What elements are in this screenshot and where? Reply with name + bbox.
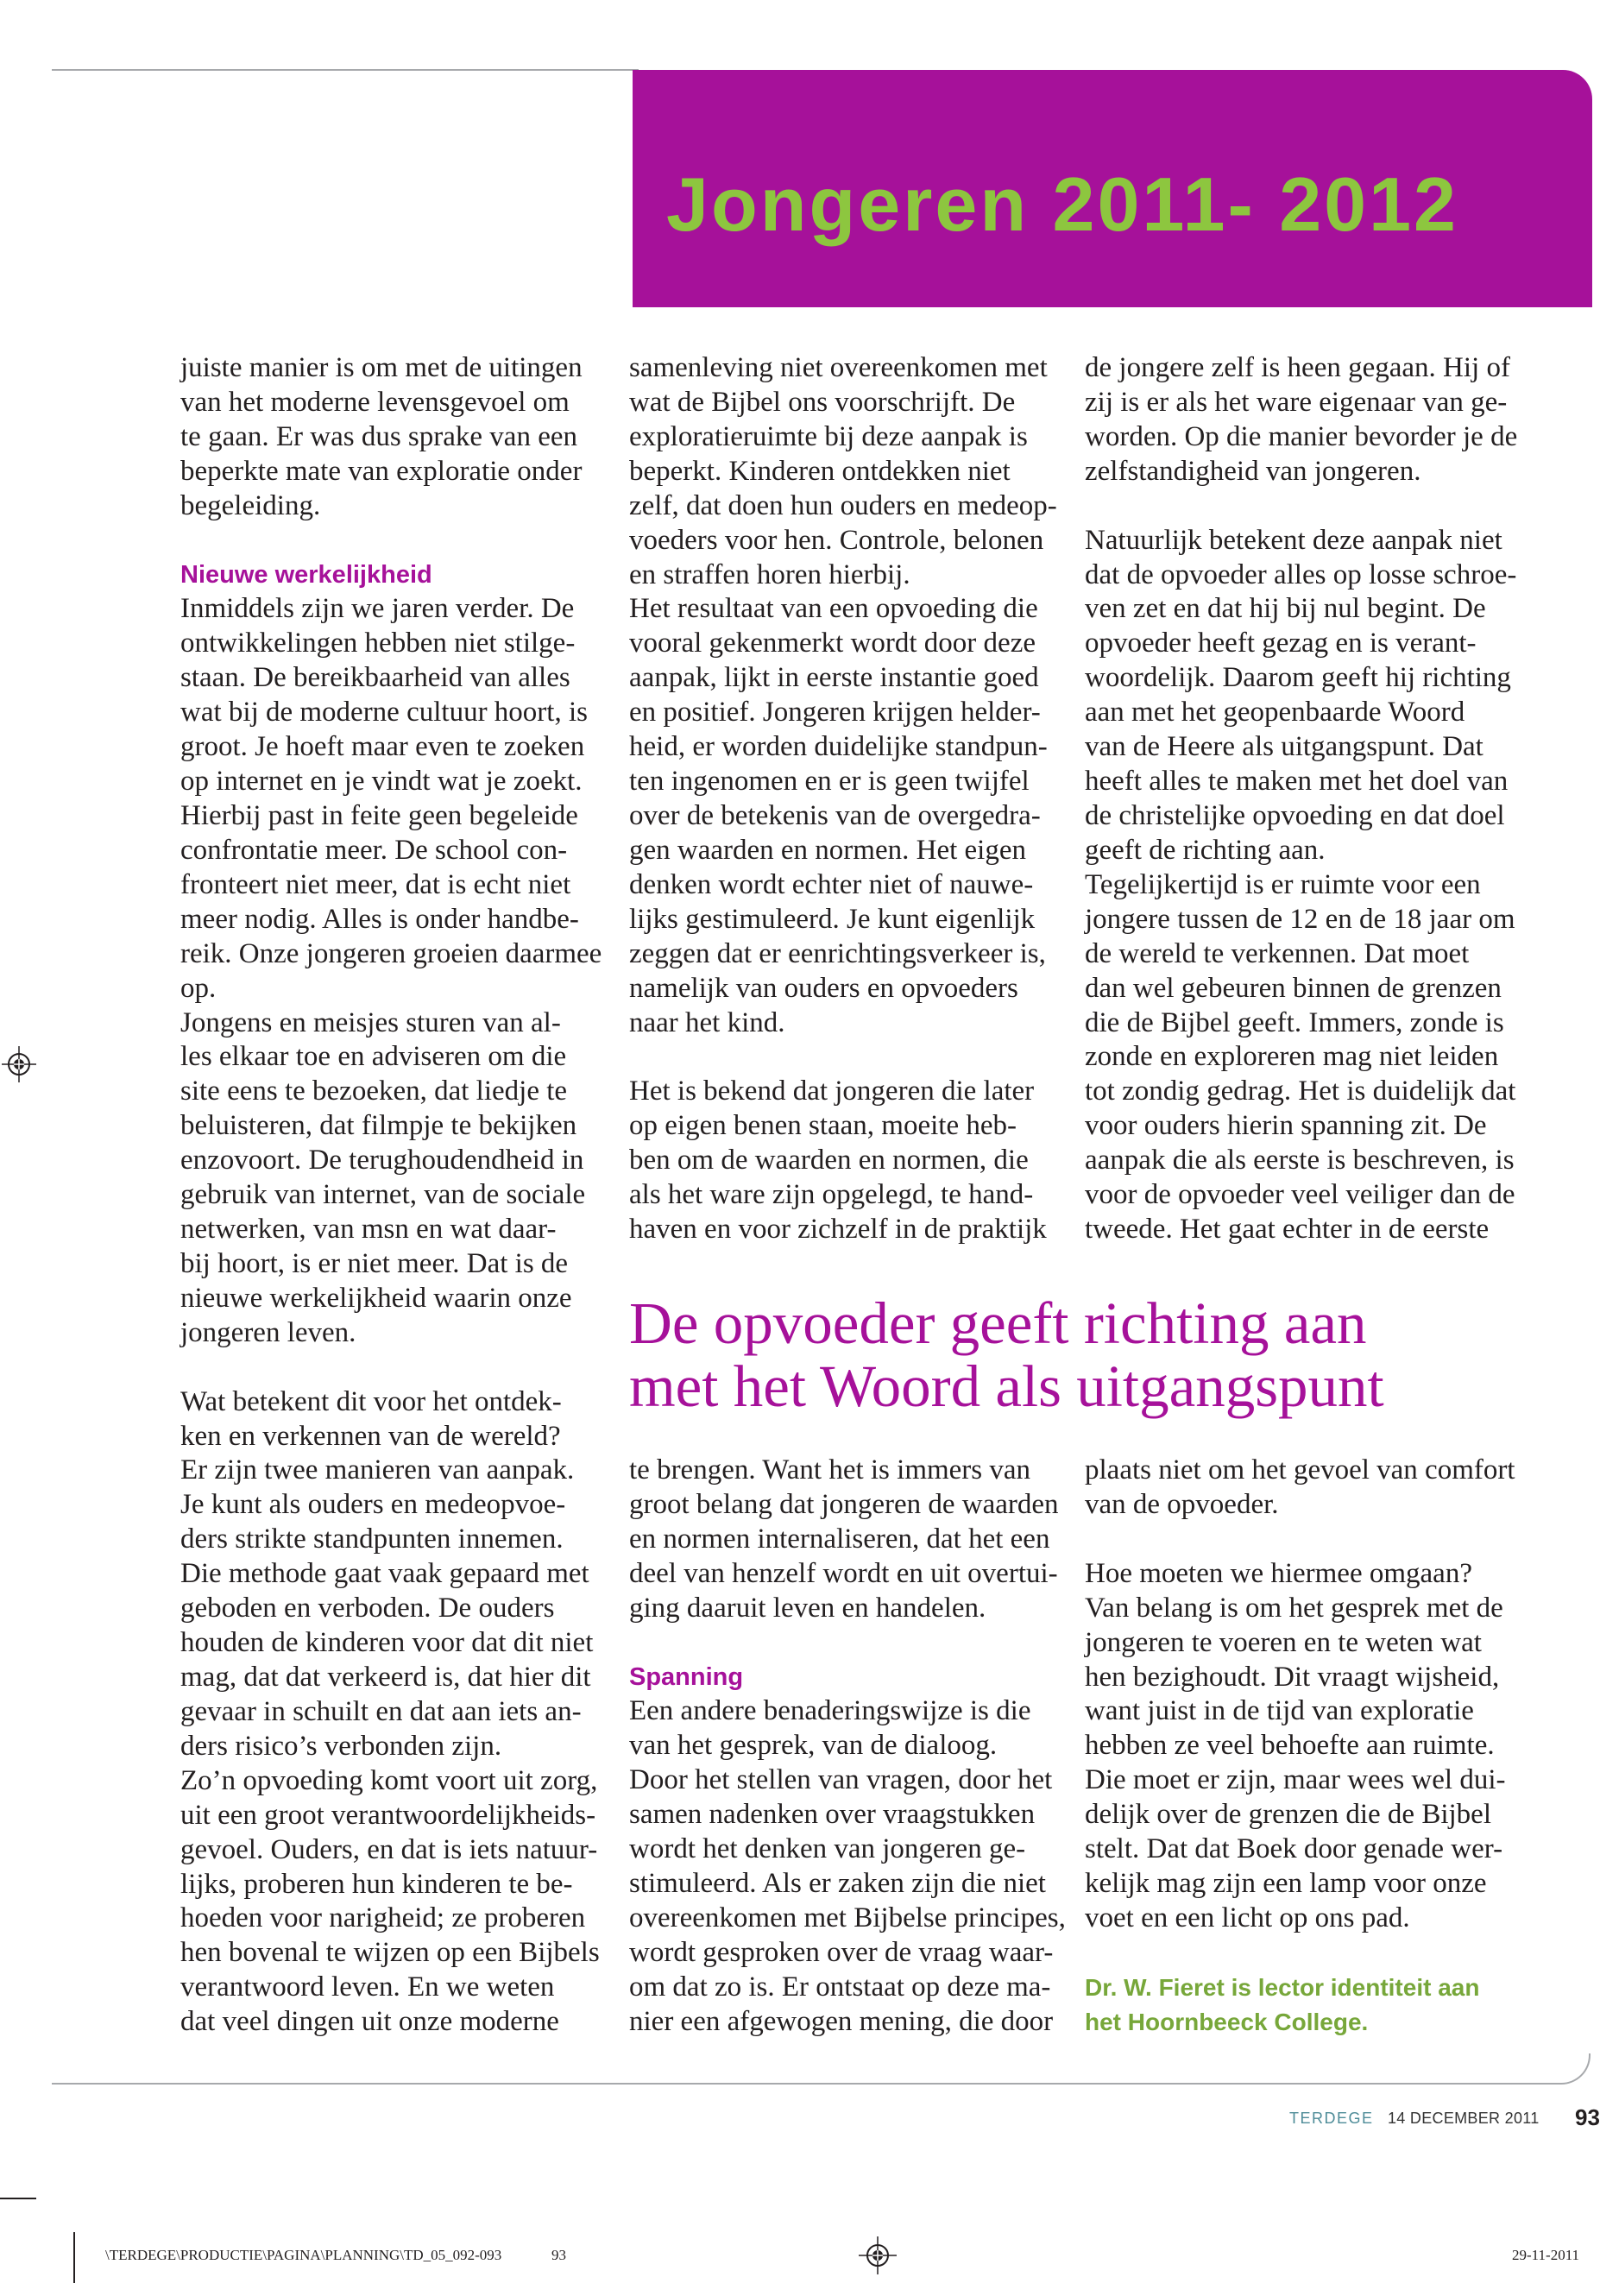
paragraph: te brengen. Want het is immers van groot belang dat jongeren de waarden en normen internaliseren, dat het een deel van henzelf wordt en uit overtui- ging daaruit leven en handelen. bbox=[629, 1454, 1059, 1624]
column-1 bbox=[180, 351, 603, 2040]
registration-mark-icon bbox=[0, 1044, 38, 1085]
paragraph: Een andere benaderingswijze is die van het gesprek, van de dialoog. Door het stellen van vragen, door het samen nadenken over vraagstukken wordt het denken van jongeren ge- stimuleerd. Als er zaken zijn die niet overeenkomen met Bijbelse principes, wordt gesproken over de vraag waar- om dat zo is. Er ontstaat op deze ma- nier een afgewogen mening, die door bbox=[629, 1695, 1066, 2037]
bottom-rule bbox=[52, 2053, 1591, 2085]
footer-issue-date: 14 DECEMBER 2011 bbox=[1388, 2110, 1540, 2127]
paragraph-gap bbox=[1085, 1523, 1508, 1557]
paragraph: Het is bekend dat jongeren die later op eigen benen staan, moeite heb- ben om de waarden en normen, die als het ware zijn opgelegd, te hand- haven en voor zichzelf in de praktijk bbox=[629, 1075, 1047, 1246]
paragraph: Hoe moeten we hiermee omgaan? Van belang is om het gesprek met de jongeren te voeren en te weten wat hen bezighoudt. Dit vraagt wijsheid, want juist in de tijd van exploratie hebben ze veel behoefte aan ruimte. Die moet er zijn, maar wees wel dui- delijk over de grenzen die de Bijbel stelt. Dat dat Boek door genade wer- kelijk mag zijn een lamp voor onze voet en een licht op ons pad. bbox=[1085, 1557, 1506, 1933]
footer-magazine-name: TERDEGE bbox=[1289, 2110, 1374, 2127]
paragraph: Jongens en meisjes sturen van al- les elkaar toe en adviseren om die site eens te bezoeken, dat liedje te beluisteren, dat filmpje te bekijken enzovoort. De terughoudendheid in gebruik van internet, van de sociale netwerken, van msn en wat daar- bij hoort, is er niet meer. Dat is de nieuwe werkelijkheid waarin onze jongeren leven. bbox=[180, 1006, 586, 1348]
slug-file-path: \TERDEGE\PRODUCTIE\PAGINA\PLANNING\TD_05_092-093 bbox=[105, 2247, 502, 2263]
paragraph: juiste manier is om met de uitingen van het moderne levensgevoel om te gaan. Er was dus sprake van een beperkte mate van exploratie onder begeleiding. bbox=[180, 352, 583, 521]
paragraph-gap bbox=[180, 524, 603, 558]
top-rule bbox=[52, 69, 639, 71]
page-title: Jongeren 2011- 2012 bbox=[666, 161, 1458, 247]
paragraph: plaats niet om het gevoel van comfort van de opvoeder. bbox=[1085, 1454, 1515, 1520]
slug-page-number: 93 bbox=[551, 2247, 566, 2263]
column-3-top bbox=[1085, 351, 1518, 1247]
paragraph-gap bbox=[180, 1351, 603, 1385]
paragraph-gap bbox=[629, 1626, 1052, 1661]
paragraph: Wat betekent dit voor het ontdek- ken en verkennen van de wereld? Er zijn twee manieren van aanpak. Je kunt als ouders en medeopvoe- ders strikte standpunten innemen. Die methode gaat vaak gepaard met geboden en verboden. De ouders houden de kinderen voor dat dit niet mag, dat dat verkeerd is, dat hier dit gevaar in schuilt en dat aan iets an- ders risico’s verbonden zijn. bbox=[180, 1385, 594, 1762]
column-2-bottom bbox=[629, 1454, 1066, 2040]
crop-mark bbox=[0, 2198, 36, 2199]
registration-mark-icon bbox=[857, 2235, 898, 2276]
section-heading: Nieuwe werkelijkheid bbox=[180, 560, 432, 589]
paragraph-gap bbox=[1085, 489, 1508, 524]
crop-mark bbox=[73, 2232, 75, 2283]
author-credit: Dr. W. Fieret is lector identiteit aan het Hoornbeeck College. bbox=[1085, 1973, 1480, 2035]
paragraph: Inmiddels zijn we jaren verder. De ontwikkelingen hebben niet stilge- staan. De bereikbaarheid van alles wat bij de moderne cultuur hoort, is groot. Je hoeft maar even te zoeken op internet en je vindt wat je zoekt. Hierbij past in feite geen begeleide confrontatie meer. De school con- fronteert niet meer, dat is echt niet meer nodig. Alles is onder handbe- reik. Onze jongeren groeien daarmee op. bbox=[180, 593, 602, 1004]
paragraph: de jongere zelf is heen gegaan. Hij of zij is er als het ware eigenaar van ge- worden. Op die manier bevorder je de zelfstandigheid van jongeren. bbox=[1085, 352, 1518, 487]
column-3-bottom bbox=[1085, 1454, 1515, 2040]
footer-page-number-clip bbox=[1572, 2103, 1600, 2132]
paragraph-gap bbox=[1085, 1936, 1508, 1971]
paragraph: Zo’n opvoeding komt voort uit zorg, uit een groot verantwoordelijkheids- gevoel. Ouders, en dat is iets natuur- lijks, proberen hun kinderen te be- hoeden voor narigheid; ze proberen hen bovenal te wijzen op een Bijbels verantwoord leven. En we weten dat veel dingen uit onze moderne bbox=[180, 1764, 600, 2038]
paragraph-gap bbox=[629, 1040, 1052, 1075]
column-2-top bbox=[629, 351, 1057, 1247]
paragraph: samenleving niet overeenkomen met wat de Bijbel ons voorschrijft. De exploratieruimte bij deze aanpak is beperkt. Kinderen ontdekken niet zelf, dat doen hun ouders en medeop- voeders voor hen. Controle, belonen en straffen horen hierbij. bbox=[629, 352, 1057, 590]
slug-date: 29-11-2011 bbox=[1512, 2247, 1580, 2263]
pull-quote: De opvoeder geeft richting aan met het Woord als uitgangspunt bbox=[629, 1290, 1384, 1419]
paragraph: Natuurlijk betekent deze aanpak niet dat de opvoeder alles op losse schroe- ven zet en dat hij bij nul begint. De opvoeder heeft gezag en is verant- woordelijk. Daarom geeft hij richting aan met het geopenbaarde Woord van de Heere als uitgangspunt. Dat heeft alles te maken met het doel van de christelijke opvoeding en dat doel geeft de richting aan. bbox=[1085, 524, 1517, 866]
section-heading: Spanning bbox=[629, 1662, 744, 1691]
paragraph: Tegelijkertijd is er ruimte voor een jongere tussen de 12 en de 18 jaar om de wereld te verkennen. Dat moet dan wel gebeuren binnen de grenzen die de Bijbel geeft. Immers, zonde is zonde en exploreren mag niet leiden tot zondig gedrag. Het is duidelijk dat voor ouders hierin spanning zit. De aanpak die als eerste is beschreven, is voor de opvoeder veel veiliger dan de tweede. Het gaat echter in de eerste bbox=[1085, 868, 1516, 1246]
footer-page-number: 93 bbox=[1575, 2104, 1600, 2130]
paragraph: Het resultaat van een opvoeding die vooral gekenmerkt wordt door deze aanpak, lijkt in eerste instantie goed en positief. Jongeren krijgen helder- heid, er worden duidelijke standpun- ten ingenomen en er is geen twijfel over de betekenis van de overgedra- gen waarden en normen. Het eigen denken wordt echter niet of nauwe- lijks gestimuleerd. Je kunt eigenlijk zeggen dat er eenrichtingsverkeer is, namelijk van ouders en opvoeders naar het kind. bbox=[629, 593, 1048, 1038]
